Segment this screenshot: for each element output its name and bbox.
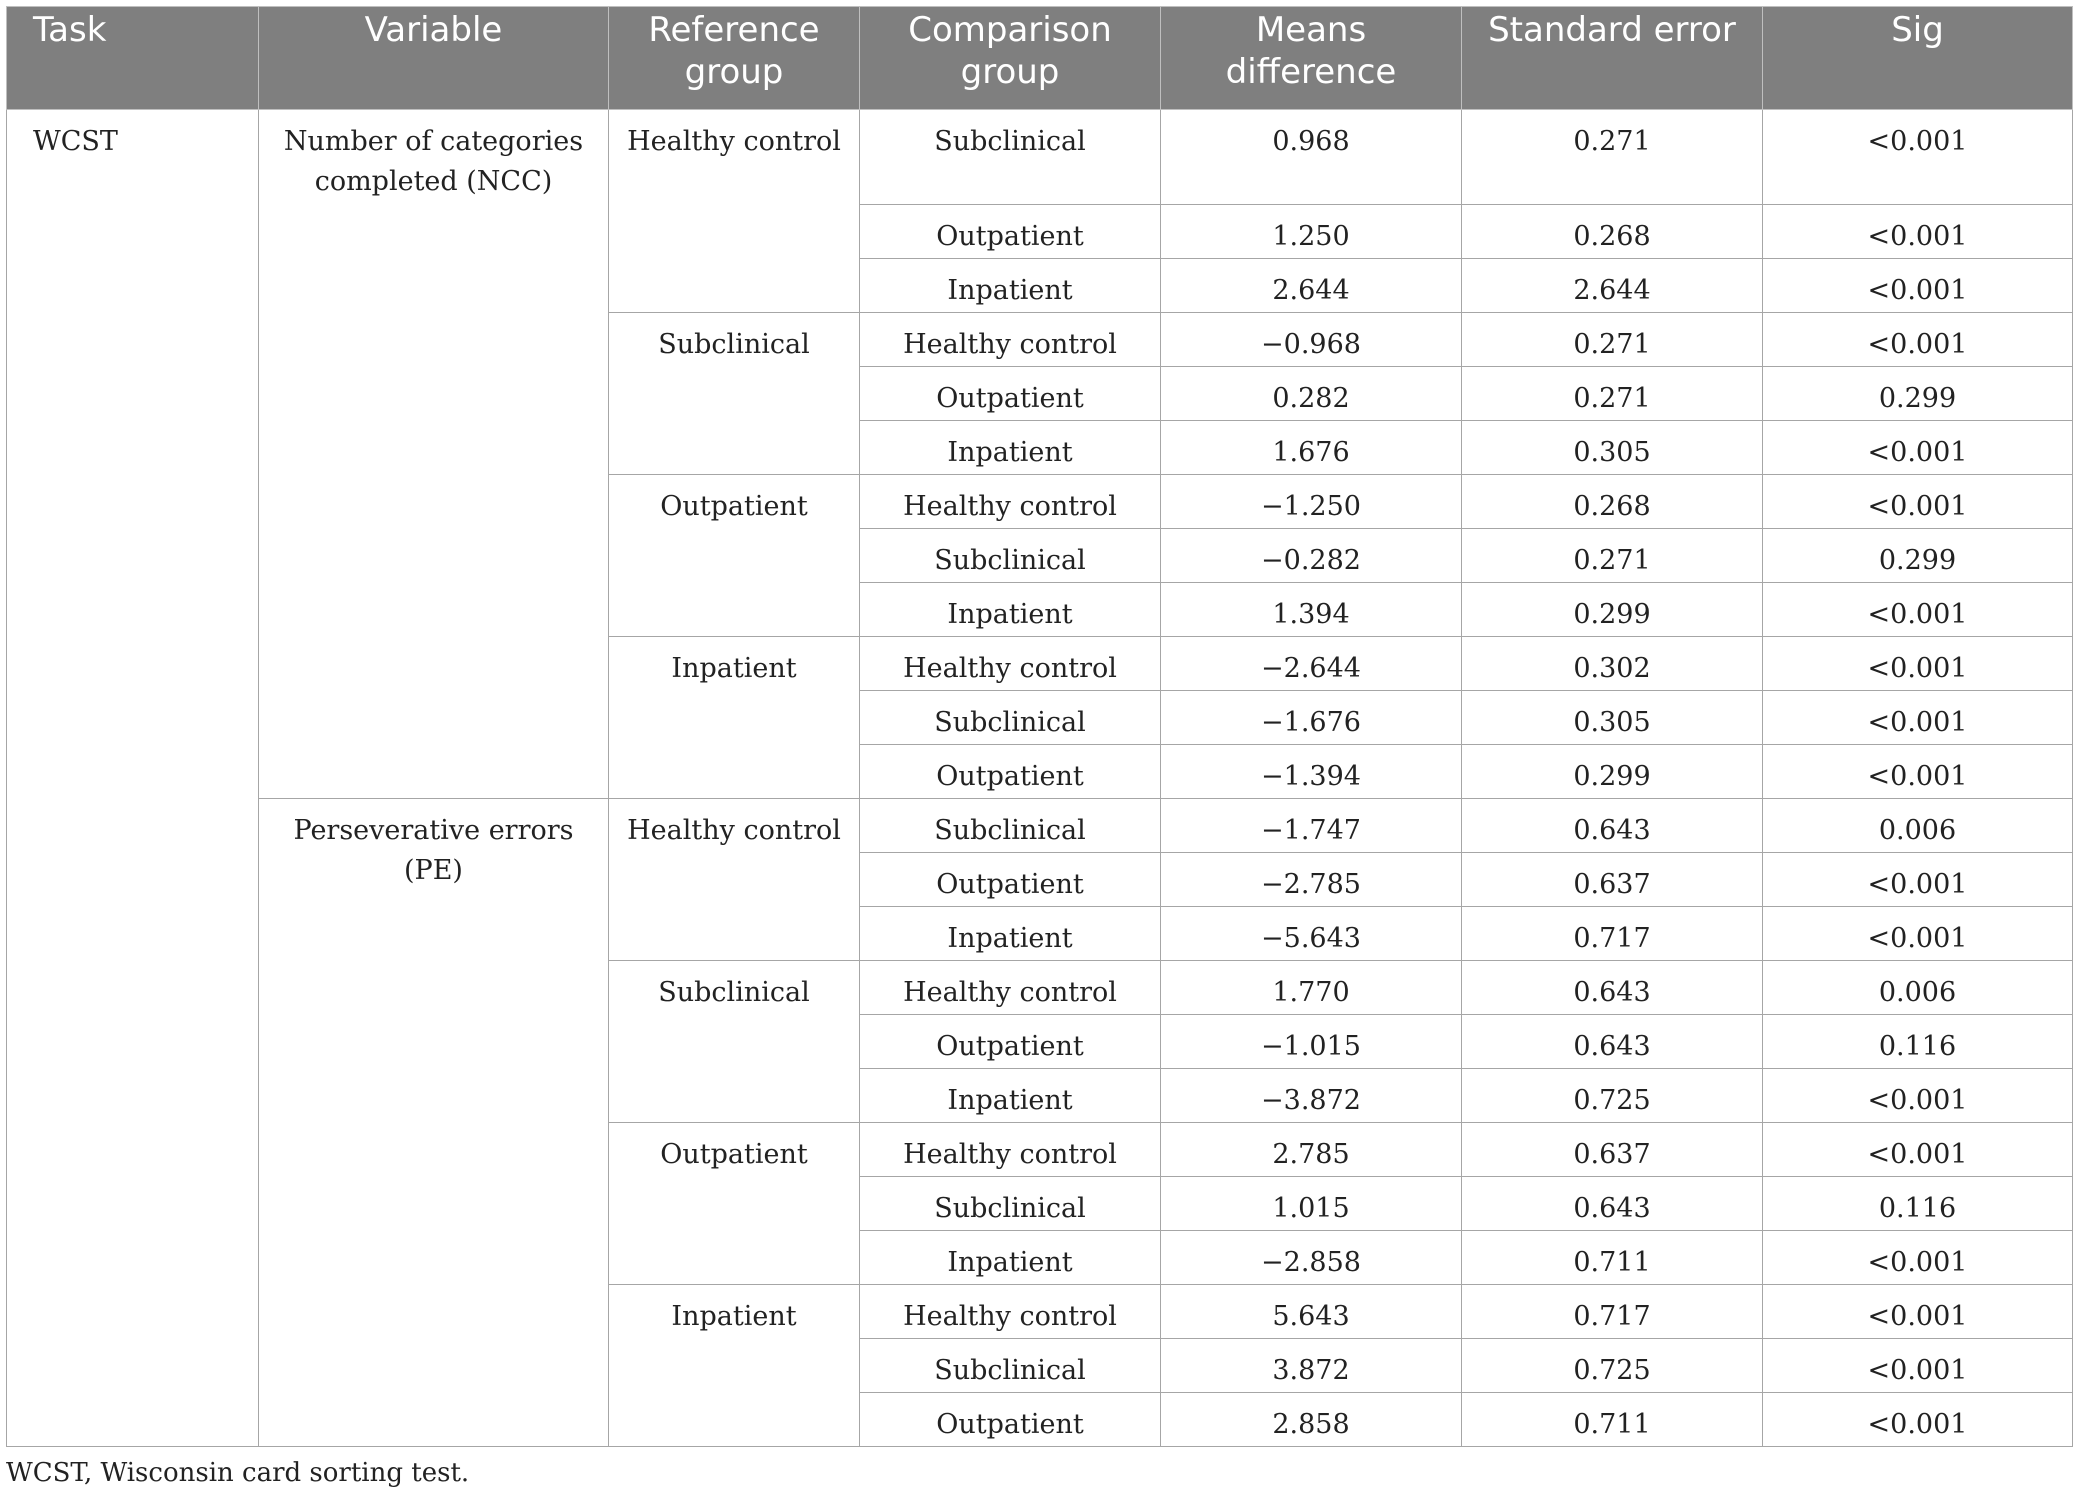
standard-error-cell: 0.299 — [1462, 583, 1763, 637]
sig-cell: <0.001 — [1763, 1339, 2073, 1393]
means-difference-cell: 5.643 — [1161, 1285, 1462, 1339]
comparison-group-cell: Outpatient — [860, 205, 1161, 259]
means-difference-cell: −1.676 — [1161, 691, 1462, 745]
comparison-group-cell: Healthy control — [860, 475, 1161, 529]
reference-group-cell: Outpatient — [609, 475, 860, 637]
standard-error-cell: 0.643 — [1462, 961, 1763, 1015]
results-table-container — [6, 6, 2072, 1447]
standard-error-cell: 0.643 — [1462, 1015, 1763, 1069]
header-sig: Sig — [1763, 7, 2073, 110]
means-difference-cell: −1.250 — [1161, 475, 1462, 529]
means-difference-cell: 2.785 — [1161, 1123, 1462, 1177]
standard-error-cell: 0.271 — [1462, 529, 1763, 583]
standard-error-cell: 0.725 — [1462, 1069, 1763, 1123]
variable-cell: Number of categories completed (NCC) — [259, 110, 609, 799]
comparison-group-cell: Inpatient — [860, 259, 1161, 313]
sig-cell: <0.001 — [1763, 637, 2073, 691]
table-header — [7, 7, 2073, 110]
sig-cell: 0.116 — [1763, 1177, 2073, 1231]
post-hoc-comparison-table — [6, 6, 2073, 1447]
means-difference-cell: 1.394 — [1161, 583, 1462, 637]
means-difference-cell: −1.394 — [1161, 745, 1462, 799]
task-cell: WCST — [7, 110, 259, 1447]
sig-cell: <0.001 — [1763, 205, 2073, 259]
comparison-group-cell: Healthy control — [860, 1123, 1161, 1177]
reference-group-cell: Subclinical — [609, 961, 860, 1123]
sig-cell: <0.001 — [1763, 853, 2073, 907]
sig-cell: <0.001 — [1763, 691, 2073, 745]
comparison-group-cell: Inpatient — [860, 421, 1161, 475]
header-variable: Variable — [259, 7, 609, 110]
standard-error-cell: 0.268 — [1462, 205, 1763, 259]
means-difference-cell: 2.858 — [1161, 1393, 1462, 1447]
comparison-group-cell: Subclinical — [860, 529, 1161, 583]
comparison-group-cell: Outpatient — [860, 367, 1161, 421]
means-difference-cell: −2.785 — [1161, 853, 1462, 907]
means-difference-cell: −2.644 — [1161, 637, 1462, 691]
sig-cell: <0.001 — [1763, 421, 2073, 475]
means-difference-cell: −0.968 — [1161, 313, 1462, 367]
standard-error-cell: 0.717 — [1462, 1285, 1763, 1339]
means-difference-cell: 1.770 — [1161, 961, 1462, 1015]
means-difference-cell: 2.644 — [1161, 259, 1462, 313]
standard-error-cell: 0.711 — [1462, 1393, 1763, 1447]
standard-error-cell: 0.299 — [1462, 745, 1763, 799]
sig-cell: 0.006 — [1763, 799, 2073, 853]
sig-cell: 0.006 — [1763, 961, 2073, 1015]
sig-cell: <0.001 — [1763, 110, 2073, 205]
means-difference-cell: 3.872 — [1161, 1339, 1462, 1393]
table-footnote: WCST, Wisconsin card sorting test. — [6, 1458, 470, 1488]
reference-group-cell: Healthy control — [609, 110, 860, 313]
comparison-group-cell: Subclinical — [860, 691, 1161, 745]
variable-cell: Perseverative errors (PE) — [259, 799, 609, 1447]
standard-error-cell: 0.271 — [1462, 367, 1763, 421]
sig-cell: <0.001 — [1763, 745, 2073, 799]
means-difference-cell: −2.858 — [1161, 1231, 1462, 1285]
comparison-group-cell: Subclinical — [860, 1339, 1161, 1393]
means-difference-cell: 1.676 — [1161, 421, 1462, 475]
sig-cell: <0.001 — [1763, 1285, 2073, 1339]
standard-error-cell: 0.271 — [1462, 110, 1763, 205]
standard-error-cell: 0.725 — [1462, 1339, 1763, 1393]
reference-group-cell: Outpatient — [609, 1123, 860, 1285]
standard-error-cell: 2.644 — [1462, 259, 1763, 313]
means-difference-cell: −0.282 — [1161, 529, 1462, 583]
means-difference-cell: −3.872 — [1161, 1069, 1462, 1123]
means-difference-cell: −1.747 — [1161, 799, 1462, 853]
standard-error-cell: 0.305 — [1462, 691, 1763, 745]
table-row — [7, 799, 2073, 853]
table-body — [7, 110, 2073, 1447]
header-task: Task — [7, 7, 259, 110]
sig-cell: <0.001 — [1763, 583, 2073, 637]
comparison-group-cell: Outpatient — [860, 1393, 1161, 1447]
comparison-group-cell: Healthy control — [860, 313, 1161, 367]
standard-error-cell: 0.643 — [1462, 1177, 1763, 1231]
sig-cell: <0.001 — [1763, 1069, 2073, 1123]
means-difference-cell: −1.015 — [1161, 1015, 1462, 1069]
header-row — [7, 7, 2073, 110]
standard-error-cell: 0.643 — [1462, 799, 1763, 853]
comparison-group-cell: Outpatient — [860, 745, 1161, 799]
means-difference-cell: −5.643 — [1161, 907, 1462, 961]
comparison-group-cell: Healthy control — [860, 637, 1161, 691]
sig-cell: <0.001 — [1763, 475, 2073, 529]
standard-error-cell: 0.305 — [1462, 421, 1763, 475]
comparison-group-cell: Inpatient — [860, 583, 1161, 637]
means-difference-cell: 0.968 — [1161, 110, 1462, 205]
header-standard-error: Standard error — [1462, 7, 1763, 110]
reference-group-cell: Healthy control — [609, 799, 860, 961]
standard-error-cell: 0.268 — [1462, 475, 1763, 529]
means-difference-cell: 1.015 — [1161, 1177, 1462, 1231]
comparison-group-cell: Subclinical — [860, 110, 1161, 205]
sig-cell: <0.001 — [1763, 1231, 2073, 1285]
sig-cell: <0.001 — [1763, 313, 2073, 367]
reference-group-cell: Inpatient — [609, 637, 860, 799]
sig-cell: <0.001 — [1763, 1393, 2073, 1447]
header-means-difference: Means difference — [1161, 7, 1462, 110]
sig-cell: 0.299 — [1763, 529, 2073, 583]
means-difference-cell: 1.250 — [1161, 205, 1462, 259]
header-comparison-group: Comparison group — [860, 7, 1161, 110]
standard-error-cell: 0.271 — [1462, 313, 1763, 367]
comparison-group-cell: Inpatient — [860, 907, 1161, 961]
reference-group-cell: Subclinical — [609, 313, 860, 475]
comparison-group-cell: Subclinical — [860, 799, 1161, 853]
standard-error-cell: 0.302 — [1462, 637, 1763, 691]
comparison-group-cell: Outpatient — [860, 1015, 1161, 1069]
standard-error-cell: 0.717 — [1462, 907, 1763, 961]
comparison-group-cell: Inpatient — [860, 1069, 1161, 1123]
comparison-group-cell: Subclinical — [860, 1177, 1161, 1231]
sig-cell: <0.001 — [1763, 259, 2073, 313]
sig-cell: 0.299 — [1763, 367, 2073, 421]
means-difference-cell: 0.282 — [1161, 367, 1462, 421]
reference-group-cell: Inpatient — [609, 1285, 860, 1447]
sig-cell: <0.001 — [1763, 1123, 2073, 1177]
sig-cell: <0.001 — [1763, 907, 2073, 961]
comparison-group-cell: Inpatient — [860, 1231, 1161, 1285]
comparison-group-cell: Healthy control — [860, 1285, 1161, 1339]
standard-error-cell: 0.637 — [1462, 1123, 1763, 1177]
comparison-group-cell: Outpatient — [860, 853, 1161, 907]
table-row — [7, 110, 2073, 205]
header-reference-group: Reference group — [609, 7, 860, 110]
comparison-group-cell: Healthy control — [860, 961, 1161, 1015]
standard-error-cell: 0.711 — [1462, 1231, 1763, 1285]
standard-error-cell: 0.637 — [1462, 853, 1763, 907]
sig-cell: 0.116 — [1763, 1015, 2073, 1069]
